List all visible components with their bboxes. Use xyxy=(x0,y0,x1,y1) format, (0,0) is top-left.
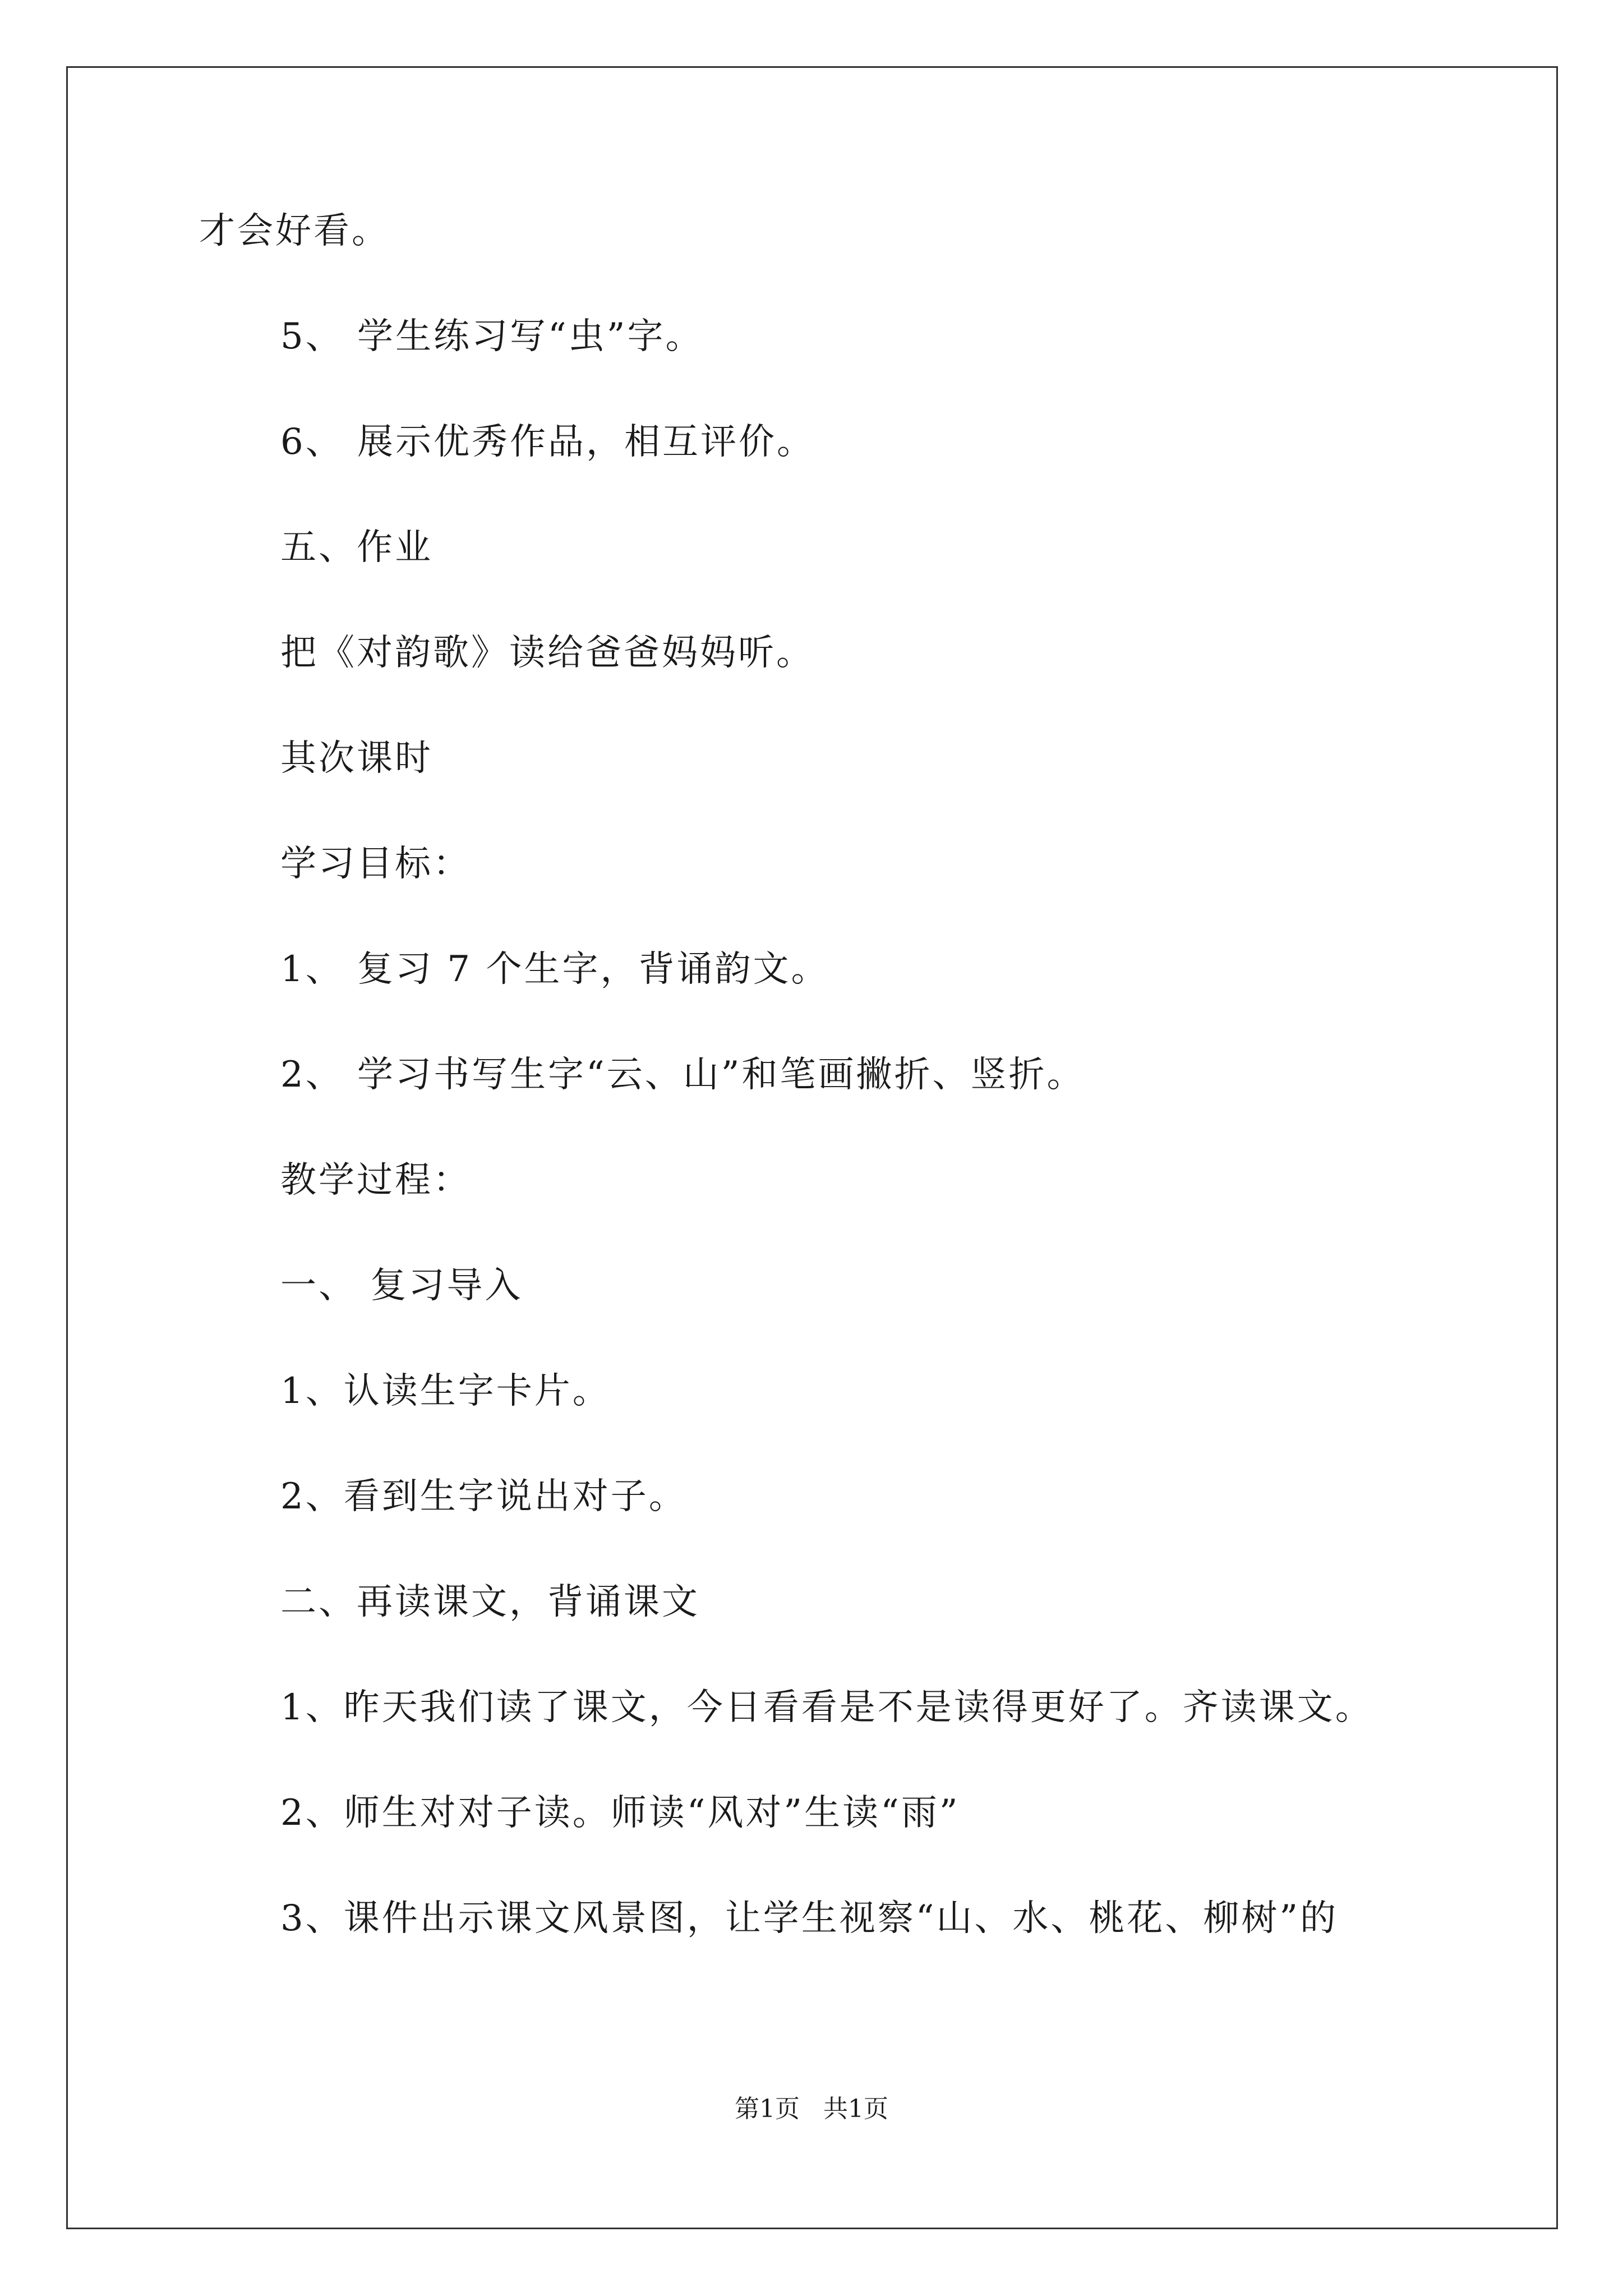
text-line: 6、 展示优秀作品，相互评价。 xyxy=(280,421,815,463)
section-heading: 教学过程： xyxy=(280,1159,471,1201)
section-heading: 其次课时 xyxy=(280,738,433,779)
text-line: 5、 学生练习写“虫”字。 xyxy=(280,316,704,357)
section-heading: 五、作业 xyxy=(280,527,433,568)
text-line: 1、昨天我们读了课文，今日看看是不是读得更好了。齐读课文。 xyxy=(280,1687,1373,1728)
section-heading: 一、 复习导入 xyxy=(280,1265,523,1306)
page-footer: 第1页 共1页 xyxy=(735,2095,888,2123)
text-line: 1、认读生字卡片。 xyxy=(280,1370,611,1412)
text-line: 才会好看。 xyxy=(199,210,390,252)
text-line: 把《对韵歌》读给爸爸妈妈听。 xyxy=(280,632,814,674)
section-heading: 二、再读课文，背诵课文 xyxy=(280,1581,700,1623)
text-line: 2、看到生字说出对子。 xyxy=(280,1476,687,1517)
section-heading: 学习目标： xyxy=(280,843,471,885)
text-line: 3、课件出示课文风景图，让学生视察“山、水、桃花、柳树”的 xyxy=(280,1898,1339,1939)
text-line: 2、师生对对子读。师读“风对”生读“雨” xyxy=(280,1792,960,1834)
text-line: 2、 学习书写生字“云、山”和笔画撇折、竖折。 xyxy=(280,1054,1085,1096)
text-line: 1、 复习 7 个生字，背诵韵文。 xyxy=(280,949,829,990)
